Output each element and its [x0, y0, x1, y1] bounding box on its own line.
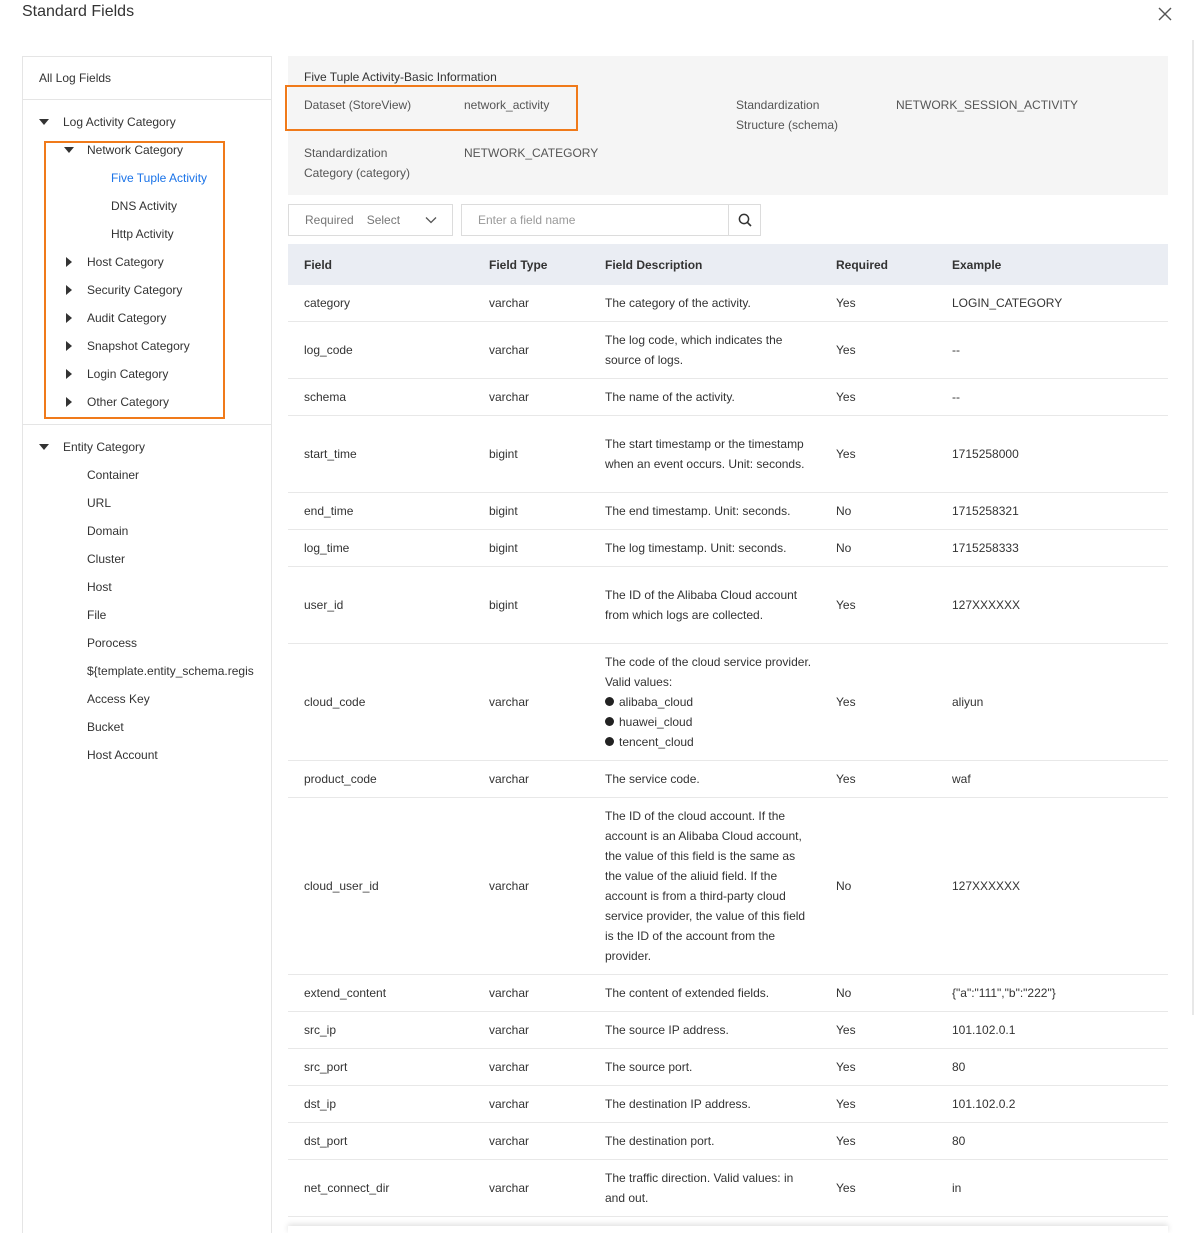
type-cell: varchar [489, 695, 530, 709]
required-cell: Yes [836, 296, 856, 310]
bullet-item: tencent_cloud [605, 732, 812, 752]
example-cell: aliyun [952, 695, 984, 709]
field-cell: user_id [304, 598, 344, 612]
tree-item-url[interactable]: URL [87, 496, 112, 510]
required-cell: Yes [836, 1097, 856, 1111]
required-cell: Yes [836, 343, 856, 357]
caret-down-icon[interactable] [39, 119, 49, 125]
close-icon[interactable] [1156, 5, 1174, 23]
bullet-item: alibaba_cloud [605, 692, 812, 712]
required-select-value: Select [366, 213, 401, 227]
tree-item-host[interactable]: Host [87, 580, 112, 594]
field-cell: category [304, 296, 351, 310]
type-cell: varchar [489, 390, 530, 404]
type-cell: varchar [489, 986, 530, 1000]
field-cell: dst_ip [304, 1097, 337, 1111]
tree-item-audit-category[interactable] [63, 304, 166, 332]
divider [23, 424, 271, 425]
example-cell: 1715258321 [952, 504, 1019, 518]
tree-item-host-account[interactable]: Host Account [87, 748, 158, 762]
field-cell: dst_port [304, 1134, 348, 1148]
tree-item-label: Audit Category [87, 311, 167, 325]
caret-right-icon[interactable] [66, 397, 72, 407]
required-cell: Yes [836, 1181, 856, 1195]
description-cell: The name of the activity. [605, 390, 735, 404]
example-cell: 101.102.0.2 [952, 1097, 1016, 1111]
field-cell: schema [304, 390, 347, 404]
required-select-label: Required [305, 213, 354, 227]
example-cell: 127XXXXXX [952, 598, 1021, 612]
tree-item-dns-activity[interactable]: DNS Activity [111, 199, 178, 213]
caret-right-icon[interactable] [66, 341, 72, 351]
basic-info-panel [288, 56, 1168, 195]
tree-item-domain[interactable]: Domain [87, 524, 129, 538]
field-cell: log_code [304, 343, 353, 357]
description-cell: The content of extended fields. [605, 986, 770, 1000]
field-cell: extend_content [304, 986, 387, 1000]
required-cell: No [836, 879, 852, 893]
field-cell: src_port [304, 1060, 348, 1074]
tree-item-label: Log Activity Category [63, 115, 176, 129]
example-cell: 101.102.0.1 [952, 1023, 1016, 1037]
required-cell: Yes [836, 1023, 856, 1037]
category-label-line2: Category (category) [304, 166, 411, 180]
description-cell: The traffic direction. Valid values: in and out. [605, 1171, 794, 1205]
table-row [288, 567, 1168, 644]
table-row [288, 644, 1168, 761]
table-row [288, 530, 1168, 567]
caret-right-icon[interactable] [66, 313, 72, 323]
required-cell: Yes [836, 772, 856, 786]
structure-label-line1: Standardization [736, 98, 820, 112]
column-header-required: Required [836, 257, 889, 272]
table-row [288, 285, 1168, 322]
table-row [288, 379, 1168, 416]
description-cell: The start timestamp or the timestamp when an event occurs. Unit: seconds. [605, 437, 805, 471]
description-cell: The end timestamp. Unit: seconds. [605, 504, 791, 518]
required-cell: No [836, 504, 852, 518]
example-cell: -- [952, 390, 960, 404]
tree-item-host-category[interactable] [63, 248, 164, 276]
example-cell: -- [952, 343, 960, 357]
table-row [288, 322, 1168, 379]
table-row [288, 975, 1168, 1012]
tree-item-process[interactable]: Porocess [87, 636, 138, 650]
required-cell: Yes [836, 390, 856, 404]
description-cell [589, 652, 820, 752]
caret-down-icon[interactable] [39, 444, 49, 450]
column-header-field-type: Field Type [489, 257, 548, 272]
tree-item-label: Other Category [87, 395, 170, 409]
structure-label-line2: Structure (schema) [736, 118, 839, 132]
tree-item-access-key[interactable]: Access Key [87, 692, 150, 706]
required-cell: No [836, 541, 852, 555]
description-cell: The source port. [605, 1060, 693, 1074]
fields-table [288, 244, 1168, 1217]
structure-value: NETWORK_SESSION_ACTIVITY [896, 98, 1079, 112]
example-cell: LOGIN_CATEGORY [952, 296, 1063, 310]
description-cell: The destination port. [605, 1134, 715, 1148]
field-cell: cloud_code [304, 695, 366, 709]
scrollbar[interactable] [1192, 40, 1194, 1015]
field-cell: start_time [304, 447, 357, 461]
example-cell: 1715258333 [952, 541, 1019, 555]
tree-item-label: Entity Category [63, 440, 146, 454]
tree-item-cluster[interactable]: Cluster [87, 552, 126, 566]
category-value: NETWORK_CATEGORY [464, 146, 599, 160]
tree-item-template-entity-schema[interactable]: ${template.entity_schema.regis [87, 664, 254, 678]
example-cell: 1715258000 [952, 447, 1019, 461]
required-cell: Yes [836, 1134, 856, 1148]
column-header-example: Example [952, 257, 1002, 272]
example-cell: {"a":"111","b":"222"} [952, 986, 1056, 1000]
caret-down-icon[interactable] [64, 147, 74, 153]
description-text: The code of the cloud service provider. Valid values: [605, 655, 812, 689]
example-cell: 80 [952, 1134, 966, 1148]
description-cell: The log code, which indicates the source of logs. [605, 333, 783, 367]
required-cell: Yes [836, 447, 856, 461]
all-log-fields-item[interactable]: All Log Fields [23, 57, 271, 100]
caret-right-icon[interactable] [66, 369, 72, 379]
table-row [288, 1049, 1168, 1086]
required-cell: Yes [836, 598, 856, 612]
column-header-field: Field [304, 257, 333, 272]
example-cell: in [952, 1181, 962, 1195]
tree-item-login-category[interactable] [63, 360, 168, 388]
type-cell: varchar [489, 1097, 530, 1111]
description-cell: The ID of the Alibaba Cloud account from which logs are collected. [605, 588, 798, 622]
basic-info-title: Five Tuple Activity-Basic Information [304, 70, 497, 84]
description-cell: The destination IP address. [605, 1097, 751, 1111]
type-cell: varchar [489, 1181, 530, 1195]
description-cell: The category of the activity. [605, 296, 751, 310]
table-row [288, 1012, 1168, 1049]
field-name-input[interactable] [462, 205, 728, 235]
example-cell: waf [952, 772, 971, 786]
search-icon [738, 213, 752, 227]
type-cell: bigint [489, 504, 518, 518]
field-search [461, 204, 761, 236]
field-cell: cloud_user_id [304, 879, 379, 893]
chevron-down-icon [425, 214, 437, 226]
sidebar [22, 56, 272, 1233]
required-cell: Yes [836, 695, 856, 709]
required-select[interactable] [288, 204, 453, 236]
table-body [288, 285, 1168, 1217]
description-cell: The ID of the cloud account. If the account is an Alibaba Cloud account, the value of this field is the same as the value of the aliuid field. If the account is from a third-party cloud service provider, the value of this field is the ID of the account from the provider. [605, 809, 806, 963]
tree-item-security-category[interactable] [63, 276, 182, 304]
type-cell: varchar [489, 343, 530, 357]
field-cell: log_time [304, 541, 350, 555]
type-cell: varchar [489, 1060, 530, 1074]
tree-item-network-category[interactable] [63, 136, 183, 164]
type-cell: bigint [489, 541, 518, 555]
footer-shadow [288, 1226, 1168, 1233]
column-header-description: Field Description [605, 257, 703, 272]
tree-item-file[interactable]: File [87, 608, 107, 622]
table-row [288, 1160, 1168, 1217]
field-cell: src_ip [304, 1023, 337, 1037]
dataset-label: Dataset (StoreView) [304, 98, 412, 112]
example-cell: 80 [952, 1060, 966, 1074]
tree-item-label: Host Category [87, 255, 164, 269]
tree-item-container[interactable]: Container [87, 468, 140, 482]
field-cell: end_time [304, 504, 354, 518]
description-cell: The service code. [605, 772, 700, 786]
field-cell: product_code [304, 772, 377, 786]
tree-item-http-activity[interactable]: Http Activity [111, 227, 174, 241]
description-cell: The log timestamp. Unit: seconds. [605, 541, 787, 555]
caret-right-icon[interactable] [66, 285, 72, 295]
table-row [288, 761, 1168, 798]
description-cell: The source IP address. [605, 1023, 729, 1037]
tree-item-label: Snapshot Category [87, 339, 190, 353]
bullet-item: huawei_cloud [605, 712, 812, 732]
search-button[interactable] [728, 205, 760, 235]
type-cell: bigint [489, 447, 518, 461]
type-cell: bigint [489, 598, 518, 612]
tree-item-entity-category[interactable] [39, 433, 145, 461]
table-header [288, 244, 1168, 285]
type-cell: varchar [489, 772, 530, 786]
table-row [288, 1123, 1168, 1160]
dialog-title: Standard Fields [22, 3, 135, 20]
tree-item-label: Login Category [87, 367, 169, 381]
caret-right-icon[interactable] [66, 257, 72, 267]
type-cell: varchar [489, 1023, 530, 1037]
example-cell: 127XXXXXX [952, 879, 1021, 893]
tree-item-label: Security Category [87, 283, 183, 297]
table-row [288, 416, 1168, 493]
table-row [288, 798, 1168, 975]
tree-item-log-activity-category[interactable] [39, 108, 176, 136]
type-cell: varchar [489, 879, 530, 893]
type-cell: varchar [489, 1134, 530, 1148]
tree-item-snapshot-category[interactable] [63, 332, 190, 360]
type-cell: varchar [489, 296, 530, 310]
required-cell: No [836, 986, 852, 1000]
required-cell: Yes [836, 1060, 856, 1074]
tree-item-label: Network Category [87, 143, 184, 157]
category-label-line1: Standardization [304, 146, 388, 160]
table-row [288, 1086, 1168, 1123]
table-row [288, 493, 1168, 530]
dataset-value: network_activity [464, 98, 550, 112]
tree-item-other-category[interactable] [63, 388, 169, 416]
field-cell: net_connect_dir [304, 1181, 390, 1195]
tree-item-five-tuple-activity[interactable]: Five Tuple Activity [111, 171, 208, 185]
tree-item-bucket[interactable]: Bucket [87, 720, 124, 734]
